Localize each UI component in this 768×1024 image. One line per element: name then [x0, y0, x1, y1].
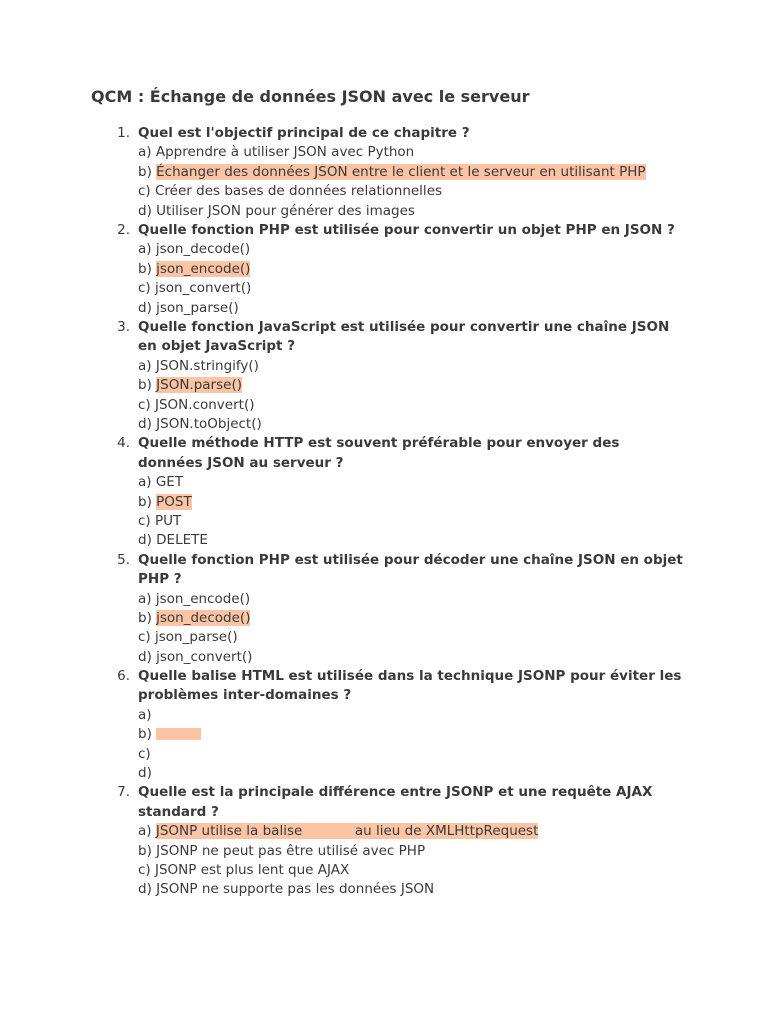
choice-prefix: a)	[138, 706, 152, 723]
choice-text: DELETE	[156, 532, 208, 549]
question-number: 1.	[117, 125, 130, 141]
question-text: Quelle méthode HTTP est souvent préférable pour envoyer des données JSON au serveur ?	[138, 435, 620, 471]
choice-prefix: a)	[138, 474, 152, 491]
choice-prefix: b)	[138, 609, 152, 626]
choice-a	[138, 143, 768, 162]
question-2	[0, 221, 768, 318]
choice-c	[138, 396, 768, 415]
choice-b	[138, 260, 768, 279]
choice-text: JSON.stringify()	[155, 357, 259, 374]
blank-answer-highlight	[156, 728, 201, 740]
question-4	[0, 434, 768, 550]
correct-answer-highlight: json_encode()	[156, 260, 251, 277]
choice-prefix: c)	[138, 629, 151, 646]
choice-prefix: c)	[138, 745, 151, 762]
choice-text: JSONP ne peut pas être utilisé avec PHP	[156, 842, 426, 859]
choice-c	[138, 628, 768, 647]
choice-prefix: d)	[138, 532, 152, 549]
correct-answer-highlight: Échanger des données JSON entre le client et le serveur en utilisant PHP	[156, 163, 646, 180]
choice-prefix: d)	[138, 648, 152, 665]
page-title: QCM : Échange de données JSON avec le serveur	[91, 87, 530, 106]
choice-a	[138, 240, 768, 259]
question-text: Quelle balise HTML est utilisée dans la technique JSONP pour éviter les problèmes inter-domaines ?	[138, 668, 682, 704]
choice-prefix: c)	[138, 280, 151, 297]
question-6	[0, 667, 768, 783]
question-number: 4.	[117, 435, 130, 452]
choice-a	[138, 706, 768, 725]
choice-c	[138, 861, 768, 880]
choice-prefix: c)	[138, 512, 151, 529]
question-number: 2.	[117, 221, 130, 238]
choice-text: GET	[155, 474, 184, 491]
choice-prefix: a)	[138, 823, 152, 840]
choice-prefix: c)	[138, 183, 151, 200]
choice-prefix: c)	[138, 396, 151, 413]
question-number: 3.	[117, 318, 130, 335]
choice-d	[138, 648, 768, 667]
choice-text: json_parse()	[155, 629, 238, 646]
blank-answer-highlight	[307, 825, 351, 837]
choice-prefix: d)	[138, 765, 152, 782]
choice-d	[138, 764, 768, 783]
choice-text: json_convert()	[156, 648, 253, 665]
correct-answer-highlight: json_decode()	[156, 609, 251, 626]
question-5	[0, 551, 768, 667]
question-number: 7.	[117, 784, 130, 801]
choice-prefix: b)	[138, 493, 152, 510]
choice-prefix: d)	[138, 299, 152, 316]
choice-prefix: a)	[138, 590, 152, 607]
question-text: Quelle fonction JavaScript est utilisée pour convertir une chaîne JSON en objet JavaScript ?	[138, 318, 670, 355]
answer-text-before: JSONP utilise la balise	[155, 823, 303, 840]
choice-d	[138, 415, 768, 434]
choice-text: json_decode()	[155, 241, 251, 258]
choice-prefix: a)	[138, 357, 152, 374]
choice-text: json_convert()	[155, 280, 252, 297]
choice-prefix: b)	[138, 842, 152, 859]
choice-text: Créer des bases de données relationnelles	[155, 183, 443, 200]
choice-a	[138, 357, 768, 376]
choice-c	[138, 745, 768, 764]
question-list	[0, 124, 768, 900]
choice-text: Utiliser JSON pour générer des images	[156, 202, 415, 219]
choice-d	[138, 299, 768, 318]
choice-text: Apprendre à utiliser JSON avec Python	[155, 144, 415, 161]
choice-a	[138, 473, 768, 492]
choice-list	[0, 590, 768, 668]
question-number: 5.	[117, 551, 130, 568]
answer-text-after: au lieu de XMLHttpRequest	[354, 823, 539, 840]
choice-prefix: b)	[138, 163, 152, 180]
question-text: Quelle fonction PHP est utilisée pour décoder une chaîne JSON en objet PHP ?	[138, 551, 683, 588]
correct-answer-highlight: JSON.parse()	[156, 377, 242, 394]
choice-c	[138, 512, 768, 531]
choice-text: json_encode()	[155, 590, 251, 607]
choice-d	[138, 531, 768, 550]
question-text: Quelle est la principale différence entre JSONP et une requête AJAX standard ?	[138, 784, 653, 820]
choice-c	[138, 279, 768, 298]
choice-b	[138, 725, 768, 744]
choice-prefix: d)	[138, 881, 152, 898]
choice-text: JSONP est plus lent que AJAX	[155, 862, 350, 879]
question-text: Quel est l'objectif principal de ce chapitre ?	[138, 125, 470, 141]
choice-prefix: b)	[138, 260, 152, 277]
choice-list	[0, 706, 768, 784]
choice-list	[0, 143, 768, 221]
question-7	[0, 783, 768, 899]
choice-prefix: a)	[138, 241, 152, 258]
choice-list	[0, 240, 768, 318]
choice-d	[138, 202, 768, 221]
correct-answer-highlight: POST	[156, 493, 192, 510]
choice-text: json_parse()	[156, 299, 239, 316]
choice-list	[0, 357, 768, 435]
choice-c	[138, 182, 768, 201]
choice-b	[138, 493, 768, 512]
question-number: 6.	[117, 668, 130, 685]
choice-prefix: b)	[138, 726, 152, 743]
question-text: Quelle fonction PHP est utilisée pour convertir un objet PHP en JSON ?	[138, 221, 675, 238]
choice-a	[138, 822, 768, 841]
question-3	[0, 318, 768, 434]
choice-d	[138, 880, 768, 899]
choice-list	[0, 822, 768, 900]
choice-text: JSON.toObject()	[156, 415, 262, 432]
choice-b	[138, 163, 768, 182]
choice-a	[138, 590, 768, 609]
choice-text: JSON.convert()	[155, 396, 255, 413]
correct-answer-highlight	[156, 823, 539, 839]
choice-b	[138, 609, 768, 628]
choice-text: PUT	[155, 512, 182, 529]
choice-list	[0, 473, 768, 551]
choice-text: JSONP ne supporte pas les données JSON	[156, 881, 435, 898]
choice-prefix: d)	[138, 202, 152, 219]
choice-b	[138, 842, 768, 861]
choice-prefix: d)	[138, 415, 152, 432]
choice-prefix: c)	[138, 862, 151, 879]
choice-b	[138, 376, 768, 395]
choice-prefix: b)	[138, 377, 152, 394]
question-1	[0, 124, 768, 221]
choice-prefix: a)	[138, 144, 152, 161]
